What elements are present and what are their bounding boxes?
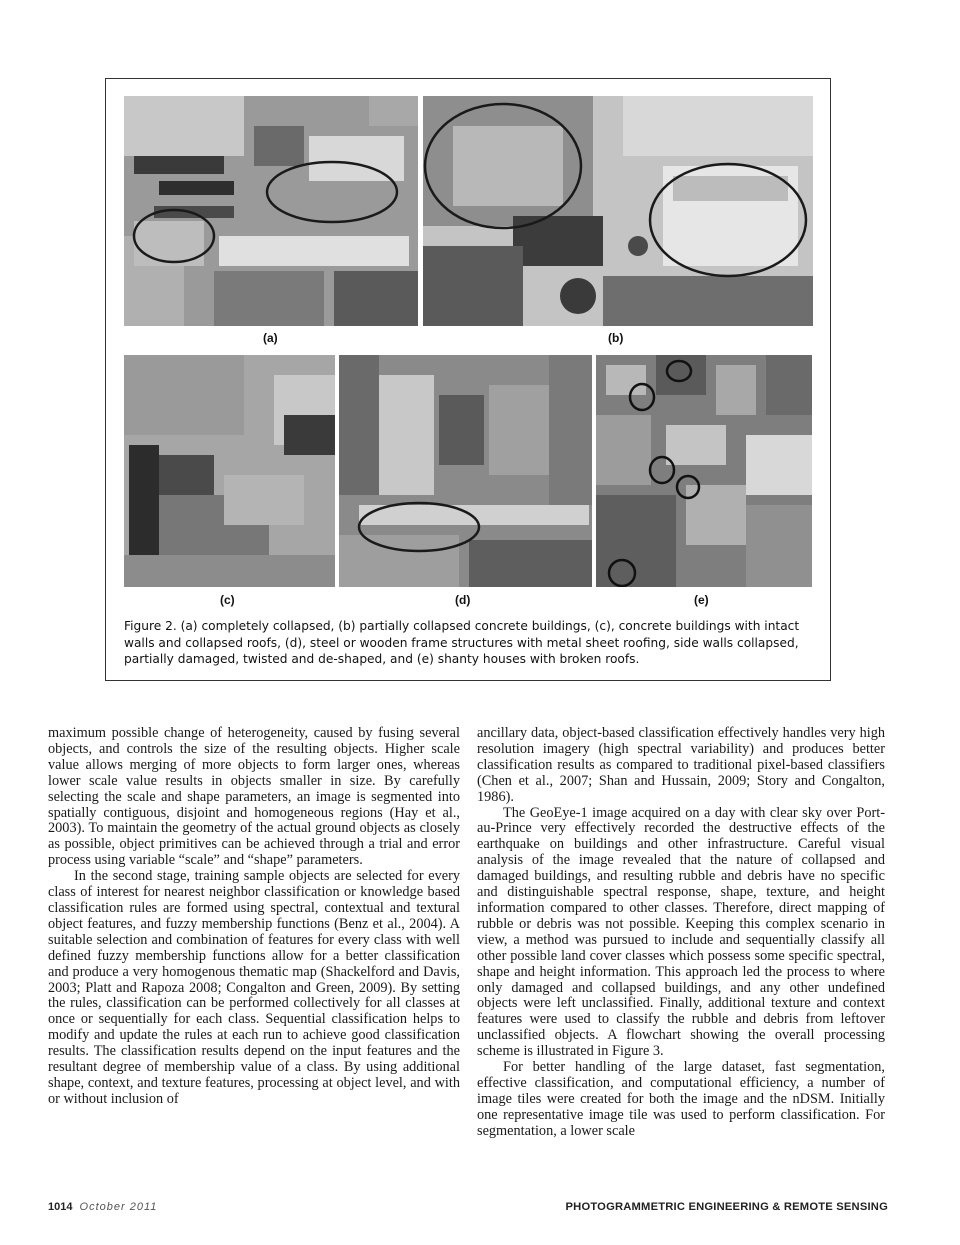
aerial-image-shanty-houses xyxy=(596,355,812,587)
body-paragraph: ancillary data, object-based classification effectively handles very high resolution imagery (high spectral variability) and produces better classification results as compared to traditional pixel-based classifiers (Chen et al., 2007; Shan and Hussain, 2009; Story and Congalton, 1986). xyxy=(477,725,885,805)
panel-label-b: (b) xyxy=(608,331,624,345)
body-column-right xyxy=(477,726,885,1140)
body-paragraph: The GeoEye-1 image acquired on a day with clear sky over Port-au-Prince very effectively recorded the destructive effects of the earthquake on buildings and other infrastructure. Careful visual analysis of the image revealed that the nature of collapsed and damaged buildings, and resulting rubble and debris have no specific and distinguishable spectral response, shape, texture, and height information compared to other classes. Therefore, direct mapping of rubble or debris was not possible. Keeping this complex scenario in view, a method was pursued to include and sequentially classify all other possible land cover classes which possess some specific spectral, shape and height information. This approach led the process to where only damaged and collapsed buildings, and any other undefined objects were left unclassified. Finally, additional texture and context features were used to classify the rubble and debris from leftover unclassified objects. A flowchart showing the overall processing scheme is illustrated in Figure 3. xyxy=(477,804,885,1060)
aerial-image-partial-collapse xyxy=(423,96,813,326)
panel-label-e: (e) xyxy=(694,593,709,607)
body-paragraph: For better handling of the large dataset, fast segmentation, effective classification, and computational efficiency, a number of image tiles were created for both the image and the nDSM. Initially one representative image tile was used to perform classification. For segmentation, a lower scale xyxy=(477,1059,885,1139)
aerial-image-collapsed-roofs xyxy=(124,355,335,587)
aerial-image-metal-roofing xyxy=(339,355,592,587)
page-number: 1014 xyxy=(48,1201,73,1213)
figure-panel-a xyxy=(124,96,418,326)
figure-panel-d xyxy=(339,355,592,587)
figure-panel-c xyxy=(124,355,335,587)
journal-name: PHOTOGRAMMETRIC ENGINEERING & REMOTE SENSING xyxy=(565,1201,888,1213)
page-footer-left xyxy=(48,1201,157,1213)
figure-caption: Figure 2. (a) completely collapsed, (b) partially collapsed concrete buildings, (c), concrete buildings with intact walls and collapsed roofs, (d), steel or wooden frame structures with metal sheet roofing, side walls collapsed, partially damaged, twisted and de-shaped, and (e) shanty houses with broken roofs. xyxy=(124,619,800,667)
body-column-left xyxy=(48,726,460,1108)
panel-label-d: (d) xyxy=(455,593,471,607)
body-paragraph: maximum possible change of heterogeneity, caused by fusing several objects, and controls the size of the resulting objects. Higher scale value allows merging of more objects to form larger ones, whereas lower scale value results in objects smaller in size. By carefully selecting the scale and shape parameters, an image is segmented into spatially contiguous, disjoint and homogeneous regions (Hay et al., 2003). To maintain the geometry of the actual ground objects as closely as possible, object primitives can be achieved through a trial and error process using variable “scale” and “shape” parameters. xyxy=(48,725,460,869)
figure-panel-e xyxy=(596,355,812,587)
figure-panel-b xyxy=(423,96,813,326)
body-paragraph: In the second stage, training sample objects are selected for every class of interest for nearest neighbor classification or knowledge based classification rules are formed using spectral, contextual and textural object features, and fuzzy membership functions (Benz et al., 2004). A suitable selection and combination of features for every class with well defined fuzzy membership functions allow for a better classification and produce a very homogenous thematic map (Shackelford and Davis, 2003; Platt and Rapoza 2008; Congalton and Green, 2009). By setting the rules, classification can be performed collectively for all classes at once or sequentially for each class. Sequential classification helps to modify and update the rules at each run to achieve good classification results. The classification results depend on the input features and the resultant degree of membership value of a class. By using additional shape, context, and texture features, processing at object level, and with or without inclusion of xyxy=(48,868,460,1107)
issue-date: October 2011 xyxy=(79,1201,158,1213)
aerial-image-collapsed xyxy=(124,96,418,326)
panel-label-c: (c) xyxy=(220,593,235,607)
panel-label-a: (a) xyxy=(263,331,278,345)
